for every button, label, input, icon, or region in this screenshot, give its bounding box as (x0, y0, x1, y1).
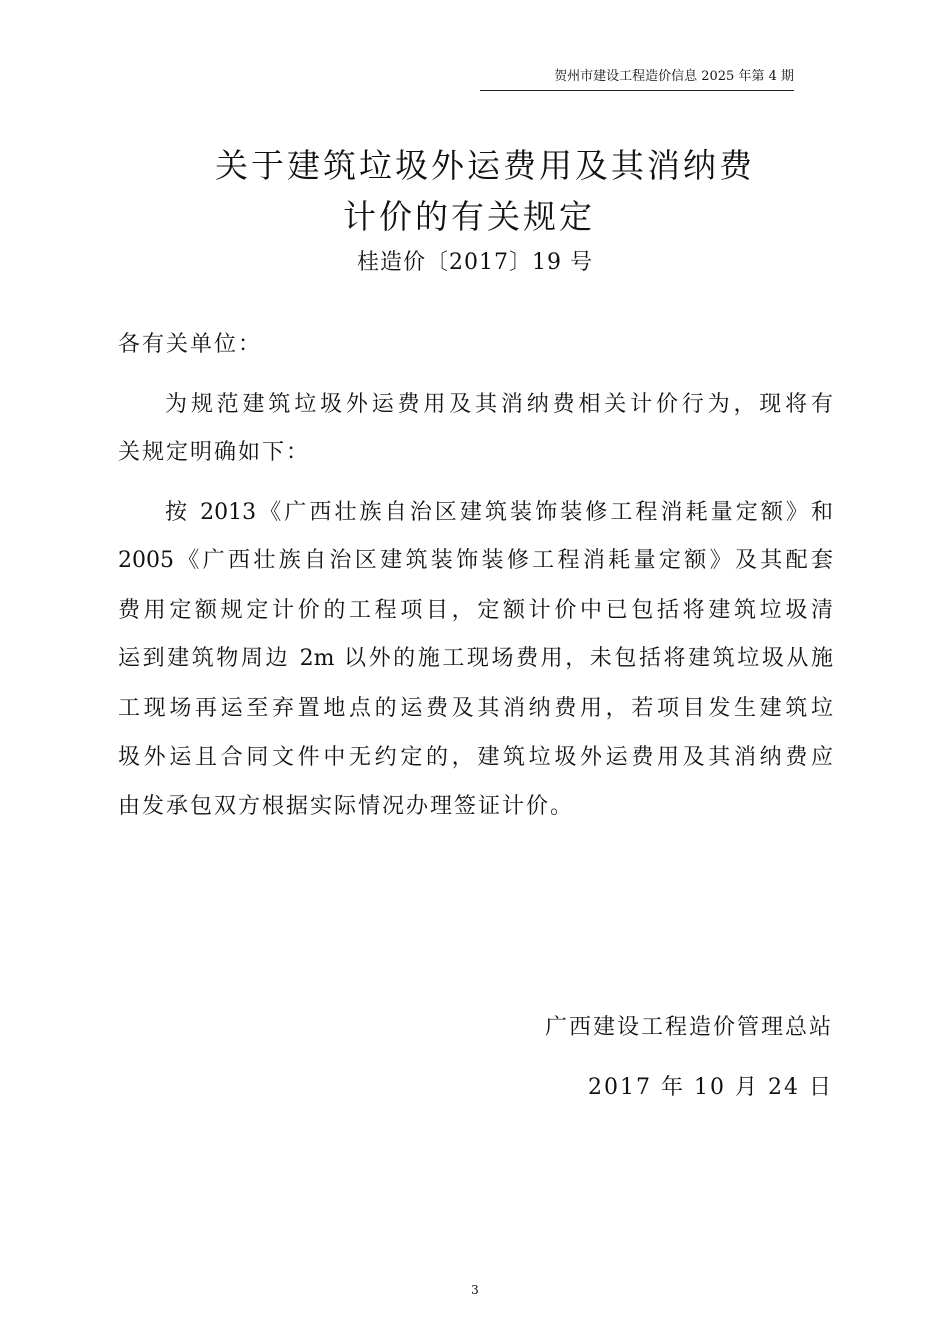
paragraph-2-line-5: 工现场再运至弃置地点的运费及其消纳费用，若项目发生建筑垃 (118, 696, 833, 721)
paragraph-2-line-6: 圾外运且合同文件中无约定的，建筑垃圾外运费用及其消纳费应 (118, 745, 833, 770)
paragraph-1-line-1: 为规范建筑垃圾外运费用及其消纳费相关计价行为，现将有 (165, 392, 833, 417)
issuer: 广西建设工程造价管理总站 (544, 1015, 833, 1040)
paragraph-1-line-2: 关规定明确如下： (118, 440, 311, 465)
paragraph-2-line-1: 按 2013《广西壮族自治区建筑装饰装修工程消耗量定额》和 (165, 500, 833, 525)
running-header (480, 70, 794, 91)
paragraph-2-line-4: 运到建筑物周边 2m 以外的施工现场费用，未包括将建筑垃圾从施 (118, 646, 833, 671)
paragraph-2-line-3: 费用定额规定计价的工程项目，定额计价中已包括将建筑垃圾清 (118, 598, 833, 623)
title-line-1: 关于建筑垃圾外运费用及其消纳费 (215, 146, 755, 185)
paragraph-2-line-7: 由发承包双方根据实际情况办理签证计价。 (118, 794, 575, 819)
title-line-2: 计价的有关规定 (343, 197, 595, 236)
salutation: 各有关单位： (118, 332, 263, 357)
paragraph-2-line-2: 2005《广西壮族自治区建筑装饰装修工程消耗量定额》及其配套 (118, 548, 833, 573)
running-header-text: 贺州市建设工程造价信息 2025 年第 4 期 (554, 69, 794, 84)
issue-date: 2017 年 10 月 24 日 (588, 1075, 833, 1100)
page-number: 3 (471, 1283, 479, 1297)
document-number: 桂造价〔2017〕19 号 (357, 250, 593, 275)
